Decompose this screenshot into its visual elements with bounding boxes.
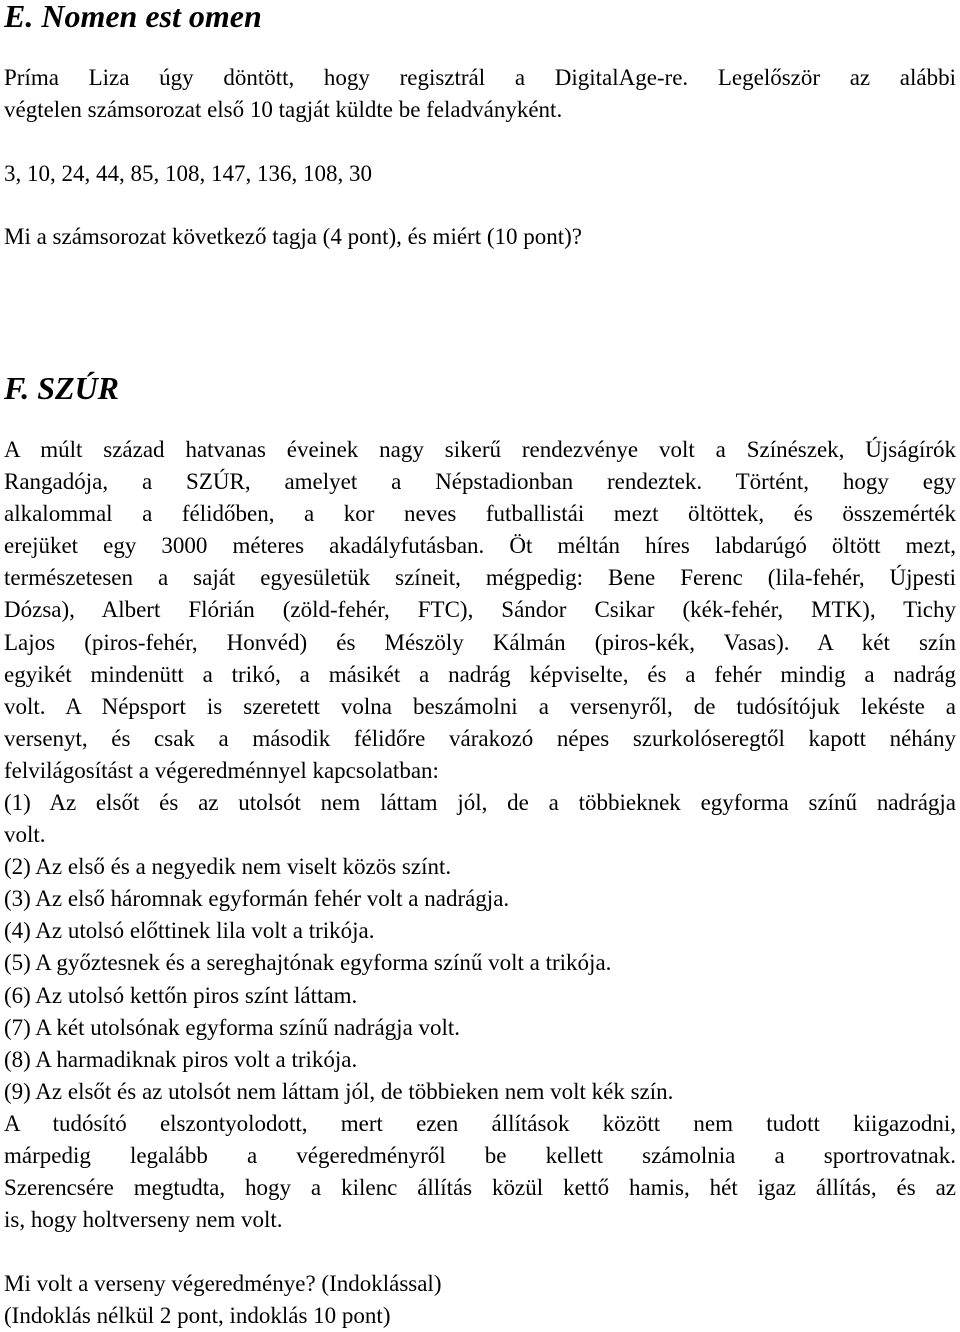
body-line: alkalommal a félidőben, a kor neves futballistái mezt öltöttek, és összemérték (4, 501, 956, 527)
outro-line: márpedig legalább a végeredményről be kellett számolnia a sportrovatnak. (4, 1143, 956, 1169)
body-line: egyikét mindenütt a trikó, a másikét a nadrág képviselte, és a fehér mindig a nadrág (4, 661, 956, 687)
statement-item: (7) A két utolsónak egyforma színű nadrágja volt. (4, 1014, 461, 1040)
body-line: felvilágosítást a végeredménnyel kapcsolatban: (4, 757, 439, 783)
statement-item: (2) Az első és a negyedik nem viselt közös színt. (4, 854, 452, 880)
question-text: Mi a számsorozat következő tagja (4 pont), és miért (10 pont)? (4, 224, 583, 249)
number-sequence (4, 158, 956, 190)
statement-item: (1) Az elsőt és az utolsót nem láttam jól, de a többieknek egyforma színű nadrágja (4, 790, 956, 815)
sequence-text: 3, 10, 24, 44, 85, 108, 147, 136, 108, 30 (4, 161, 372, 186)
section-f-title: F. SZÚR (4, 370, 120, 406)
statement-item: (3) Az első háromnak egyformán fehér volt a nadrágja. (4, 886, 510, 912)
body-line: Lajos (piros-fehér, Honvéd) és Mészöly Kálmán (piros-kék, Vasas). A két szín (4, 629, 956, 655)
body-line: A múlt század hatvanas éveinek nagy sikerű rendezvénye volt a Színészek, Újságírók (4, 437, 956, 462)
body-line: erejüket egy 3000 méteres akadályfutásban. Öt méltán híres labdarúgó öltött mezt, (4, 533, 956, 559)
body-line: volt. A Népsport is szeretett volna beszámolni a versenyről, de tudósítójuk lekéste a (4, 693, 956, 719)
outro-line: is, hogy holtverseny nem volt. (4, 1207, 283, 1233)
question-line: Mi volt a verseny végeredménye? (Indoklással) (4, 1271, 442, 1296)
body-line: Dózsa), Albert Flórián (zöld-fehér, FTC), Sándor Csikar (kék-fehér, MTK), Tichy (4, 597, 956, 623)
body-line: természetesen a saját egyesületük színeit, mégpedig: Bene Ferenc (lila-fehér, Újpesti (4, 565, 956, 591)
statement-item: (6) Az utolsó kettőn piros színt láttam. (4, 982, 358, 1008)
statement-item: (4) Az utolsó előttinek lila volt a trikója. (4, 918, 375, 944)
statement-list (4, 787, 956, 1108)
outro-line: Szerencsére megtudta, hogy a kilenc állítás közül kettő hamis, hét igaz állítás, és az (4, 1175, 956, 1201)
section-f-question (4, 1268, 956, 1332)
section-e-question (4, 221, 956, 253)
body-line: versenyt, és csak a második félidőre várakozó népes szurkolóseregtől kapott néhány (4, 725, 956, 751)
section-f-body (4, 434, 956, 787)
question-line: (Indoklás nélkül 2 pont, indoklás 10 pont) (4, 1303, 391, 1328)
intro-line: Príma Liza úgy döntött, hogy regisztrál a DigitalAge-re. Legelőször az alábbi (4, 65, 956, 90)
intro-line: végtelen számsorozat első 10 tagját küldte be feladványként. (4, 97, 563, 122)
statement-item: (5) A győztesnek és a sereghajtónak egyforma színű volt a trikója. (4, 950, 612, 976)
statement-item: volt. (4, 822, 46, 848)
statement-item: (9) Az elsőt és az utolsót nem láttam jól, de többieken nem volt kék szín. (4, 1078, 674, 1104)
body-line: Rangadója, a SZÚR, amelyet a Népstadionban rendeztek. Történt, hogy egy (4, 469, 956, 495)
section-f-outro (4, 1108, 956, 1236)
statement-item: (8) A harmadiknak piros volt a trikója. (4, 1046, 358, 1072)
section-e-intro (4, 62, 956, 126)
section-e-title: E. Nomen est omen (4, 0, 262, 34)
outro-line: A tudósító elszontyolodott, mert ezen állítások között nem tudott kiigazodni, (4, 1111, 956, 1136)
